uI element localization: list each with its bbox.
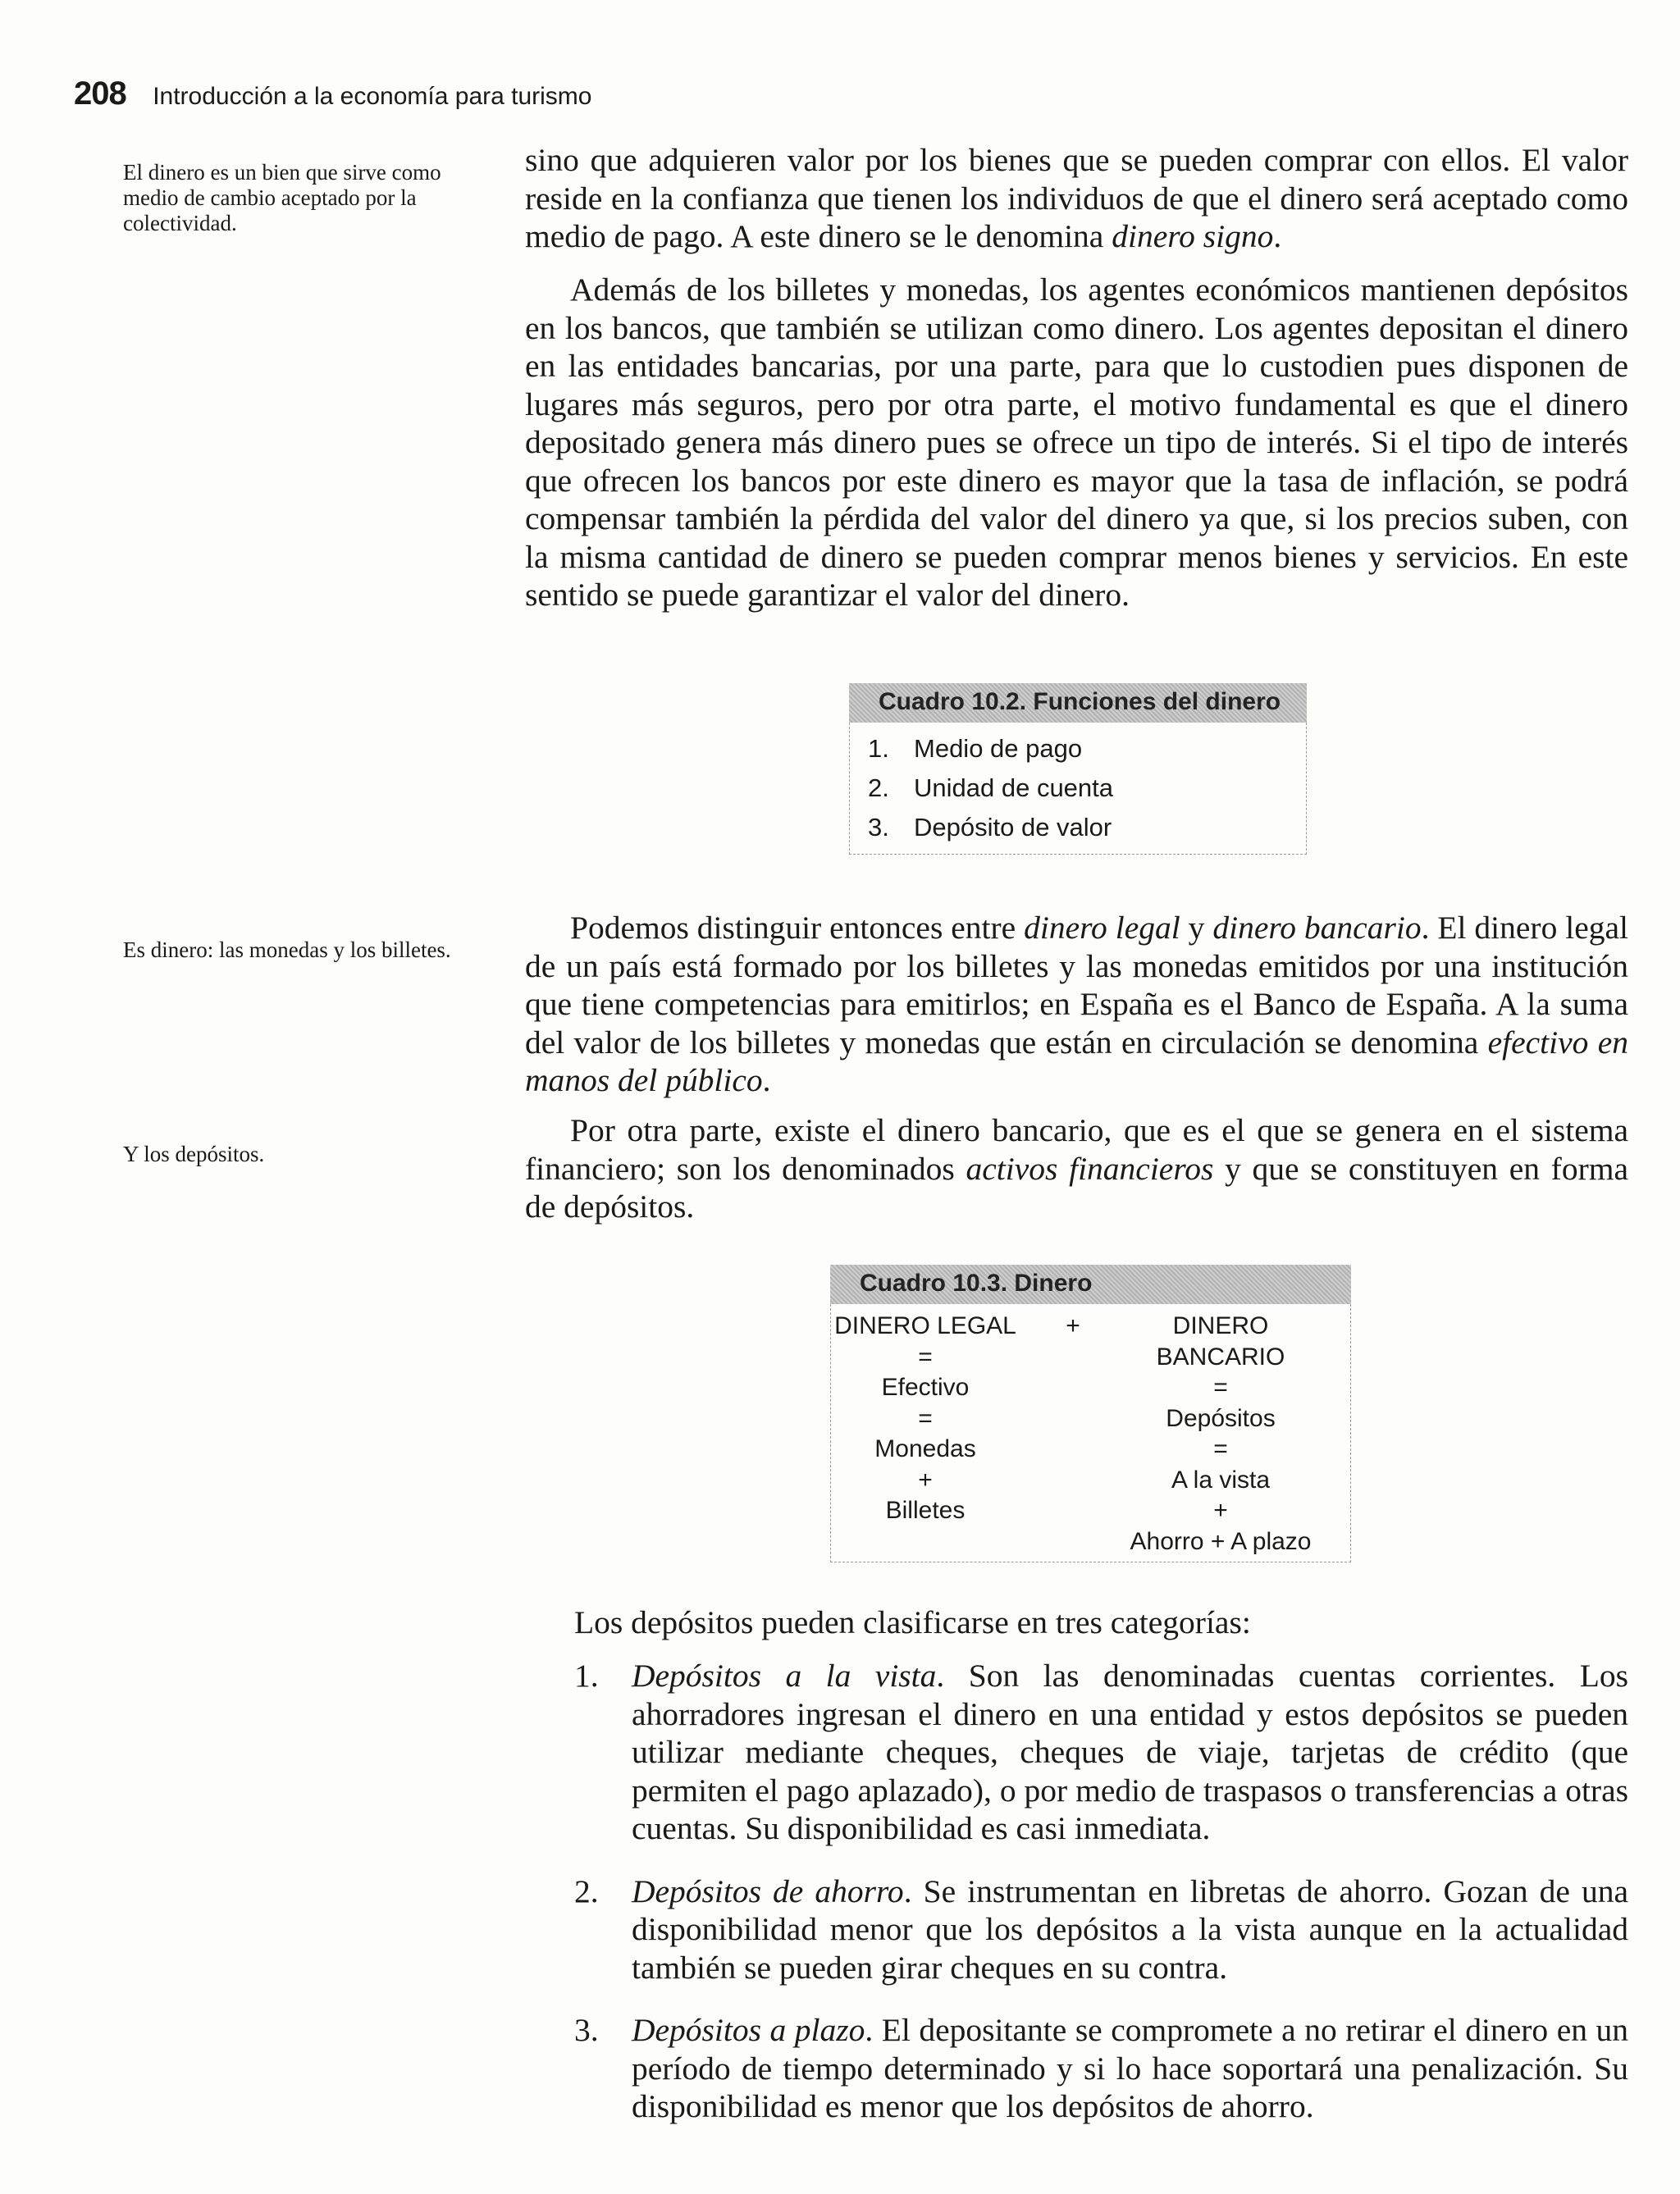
book-title: Introducción a la economía para turismo (153, 83, 592, 110)
paragraph-5-text: Los depósitos pueden clasificarse en tres categorías: (574, 1604, 1251, 1640)
paragraph-2 (525, 271, 1628, 614)
term-efectivo: efectivo en manos del público (525, 1024, 1628, 1098)
table-dinero-title: Cuadro 10.3. Dinero (830, 1265, 1351, 1304)
dinero-legal-column: DINERO LEGAL = Efectivo = Monedas + Billetes (834, 1312, 1016, 1524)
paragraph-3: Podemos distinguir entonces entre dinero legal y dinero bancario. El dinero legal de un país está formado por los billetes y las monedas emitidos por una institución que tiene competencias para emitirlos; en España es el Banco de España. A la suma del valor de los billetes y monedas que están en circulación se denomina efectivo en manos del público. (525, 910, 1629, 1098)
dinero-grid (831, 1304, 1350, 1562)
paragraph-4: Por otra parte, existe el dinero bancario, que es el que se genera en el sistema financiero; son los denominados activos financieros y que se constituyen en forma de depósitos. (525, 1112, 1629, 1225)
deposit-types-list (574, 1657, 1628, 2151)
table-funciones-dinero (849, 683, 1307, 855)
table-funciones-body (849, 723, 1307, 855)
table-funciones-title: Cuadro 10.2. Funciones del dinero (849, 683, 1307, 723)
paragraph-5 (574, 1603, 1628, 1642)
list-item: 3. Depósitos a plazo. El depositante se compromete a no retirar el dinero en un período de tiempo determinado y si lo hace soportará una penalización. Su disponibilidad es menor que los depósitos de ahorro. (574, 2012, 1628, 2124)
table-dinero-body (830, 1304, 1351, 1562)
paragraph-1-text: sino que adquieren valor por los bienes que se pueden comprar con ellos. El valor reside en la confianza que tienen los individuos de que el dinero será aceptado como medio de pago. A este dinero se le denomina (525, 142, 1628, 254)
margin-note-depositos: Y los depósitos. (123, 1142, 265, 1166)
list-item: 2. Unidad de cuenta (868, 773, 1114, 802)
table-dinero (830, 1265, 1351, 1562)
dinero-bancario-column: DINERO BANCARIO = Depósitos = A la vista + Ahorro + A plazo (1130, 1312, 1312, 1555)
margin-note-dinero: El dinero es un bien que sirve como medio de cambio aceptado por la colectividad. (123, 160, 441, 235)
term-depositos-plazo: Depósitos a plazo (632, 2012, 865, 2048)
term-depositos-vista: Depósitos a la vista (632, 1658, 937, 1694)
term-dinero-bancario: dinero bancario (1212, 910, 1422, 946)
term-dinero-signo: dinero signo (1112, 218, 1274, 254)
list-item: 3. Depósito de valor (868, 813, 1112, 842)
term-dinero-legal: dinero legal (1024, 910, 1180, 946)
list-item: 2. Depósitos de ahorro. Se instrumentan en libretas de ahorro. Gozan de una disponibilidad menor que los depósitos a la vista aunque en la actualidad también se pueden girar cheques en su contra. (574, 1872, 1629, 1986)
paragraph-1 (525, 141, 1628, 256)
margin-note-monedas: Es dinero: las monedas y los billetes. (123, 937, 451, 962)
list-item: 1. Medio de pago (868, 734, 1083, 763)
running-head (74, 75, 592, 112)
paragraph-1-end: . (1273, 218, 1282, 254)
funciones-list (850, 723, 1306, 854)
term-depositos-ahorro: Depósitos de ahorro (632, 1872, 904, 1909)
paragraph-2-text: Además de los billetes y monedas, los agentes económicos mantienen depósitos en los bancos, que también se utilizan como dinero. Los agentes depositan el dinero en las entidades bancarias, por una parte, para que lo custodien pues disponen de lugares más seguros, pero por otra parte, el motivo fundamental es que el dinero depositado genera más dinero pues se ofrece un tipo de interés. Si el tipo de interés que ofrecen los bancos por este dinero es mayor que la tasa de inflación, se podrá compensar también la pérdida del valor del dinero ya que, si los precios suben, con la misma cantidad de dinero se pueden comprar menos bienes y servicios. En este sentido se puede garantizar el valor del dinero. (525, 271, 1628, 613)
list-item: 1. Depósitos a la vista. Son las denominadas cuentas corrientes. Los ahorradores ingresan el dinero en una entidad y estos depósitos se pueden utilizar mediante cheques, cheques de viaje, tarjetas de crédito (que permiten el pago aplazado), o por medio de traspasos o transferencias a otras cuentas. Su disponibilidad es casi inmediata. (574, 1658, 1628, 1846)
page-number: 208 (74, 75, 126, 112)
dinero-plus-column: + (1066, 1312, 1080, 1339)
term-activos-financieros: activos financieros (966, 1150, 1214, 1187)
